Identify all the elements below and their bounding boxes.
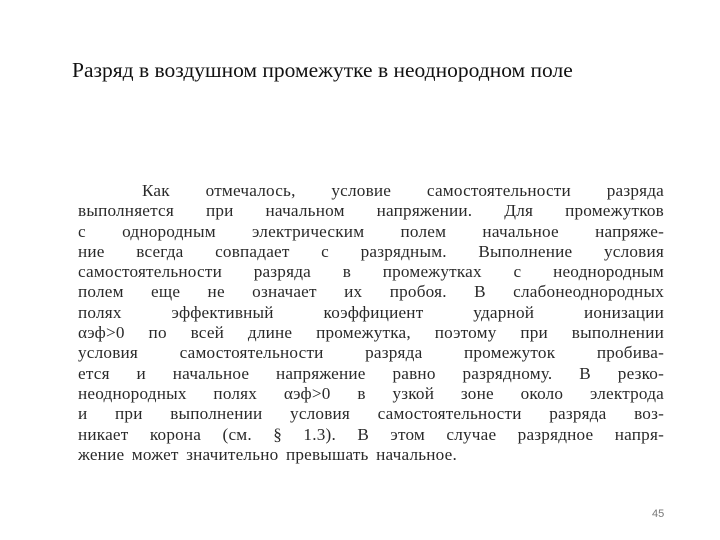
text-line: полем еще не означает их пробоя. В слабонеоднородных: [78, 282, 664, 302]
text-line: и при выполнении условия самостоятельности разряда воз-: [78, 404, 664, 424]
text-line: самостоятельности разряда в промежутках с неоднородным: [78, 262, 664, 282]
text-line: никает корона (см. § 1.3). В этом случае разрядное напря-: [78, 424, 664, 444]
text-line: неоднородных полях αэф>0 в узкой зоне около электрода: [78, 383, 664, 403]
text-line: жение может значительно превышать начальное.: [78, 444, 457, 464]
page-number: 45: [652, 508, 665, 520]
text-line: ние всегда совпадает с разрядным. Выполнение условия: [78, 241, 664, 261]
text-line: αэф>0 по всей длине промежутка, поэтому при выполнении: [78, 323, 664, 343]
text-line: Как отмечалось, условие самостоятельности разряда: [142, 181, 664, 200]
text-line: условия самостоятельности разряда промежуток пробива-: [78, 343, 664, 363]
text-line: полях эффективный коэффициент ударной ионизации: [78, 302, 664, 322]
text-line: ется и начальное напряжение равно разрядному. В резко-: [78, 363, 664, 383]
slide-title: Разряд в воздушном промежутке в неоднородном поле: [72, 58, 573, 82]
scanned-text-block: [78, 181, 664, 465]
text-line: с однородным электрическим полем начальное напряже-: [78, 221, 664, 241]
text-line: выполняется при начальном напряжении. Для промежутков: [78, 201, 664, 221]
